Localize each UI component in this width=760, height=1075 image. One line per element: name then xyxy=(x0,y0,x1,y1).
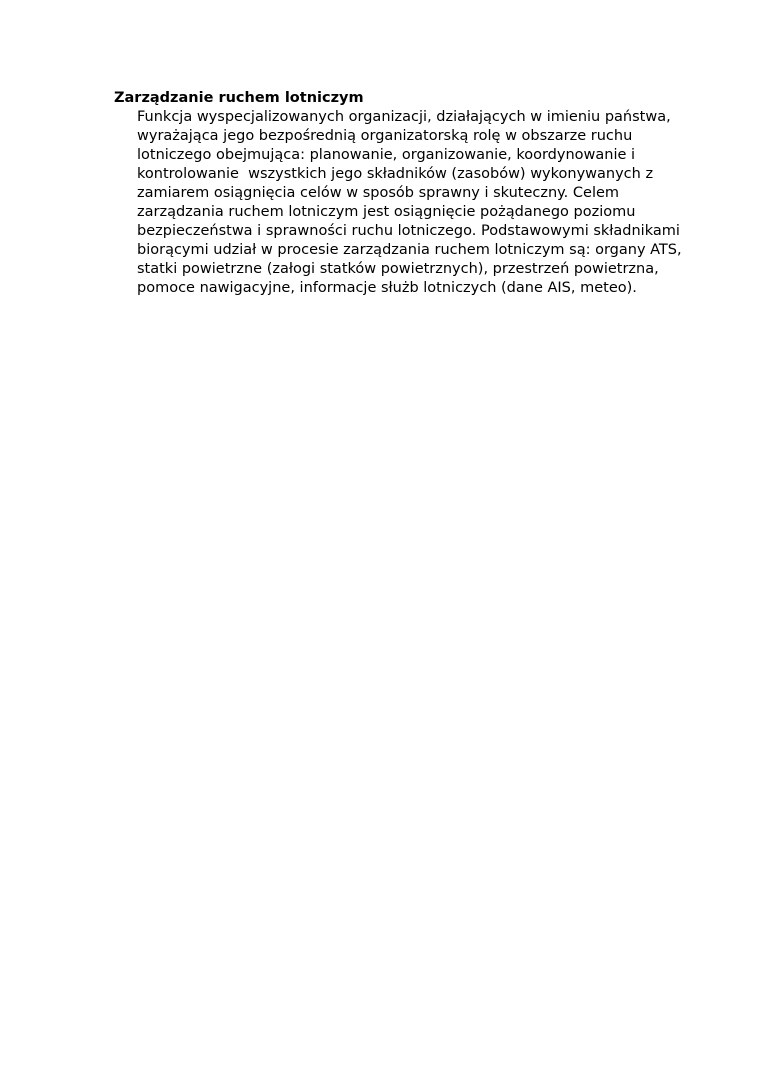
definition-line: bezpieczeństwa i sprawności ruchu lotniczego. Podstawowymi składnikami xyxy=(137,223,680,239)
definition-line: pomoce nawigacyjne, informacje służb lotniczych (dane AIS, meteo). xyxy=(137,280,637,296)
definition-line: statki powietrzne (załogi statków powietrznych), przestrzeń powietrzna, xyxy=(137,261,659,277)
definition-line: biorącymi udział w procesie zarządzania ruchem lotniczym są: organy ATS, xyxy=(137,242,682,258)
definition-line: wyrażająca jego bezpośrednią organizatorską rolę w obszarze ruchu xyxy=(137,128,633,144)
glossary-entry xyxy=(114,89,682,298)
entry-term: Zarządzanie ruchem lotniczym xyxy=(114,90,364,106)
entry-definition xyxy=(137,108,682,298)
definition-line: zarządzania ruchem lotniczym jest osiągnięcie pożądanego poziomu xyxy=(137,204,636,220)
definition-line: zamiarem osiągnięcia celów w sposób sprawny i skuteczny. Celem xyxy=(137,185,620,201)
definition-line: kontrolowanie wszystkich jego składników (zasobów) wykonywanych z xyxy=(137,166,654,182)
definition-line: Funkcja wyspecjalizowanych organizacji, działających w imieniu państwa, xyxy=(137,109,671,125)
definition-line: lotniczego obejmująca: planowanie, organizowanie, koordynowanie i xyxy=(137,147,636,163)
